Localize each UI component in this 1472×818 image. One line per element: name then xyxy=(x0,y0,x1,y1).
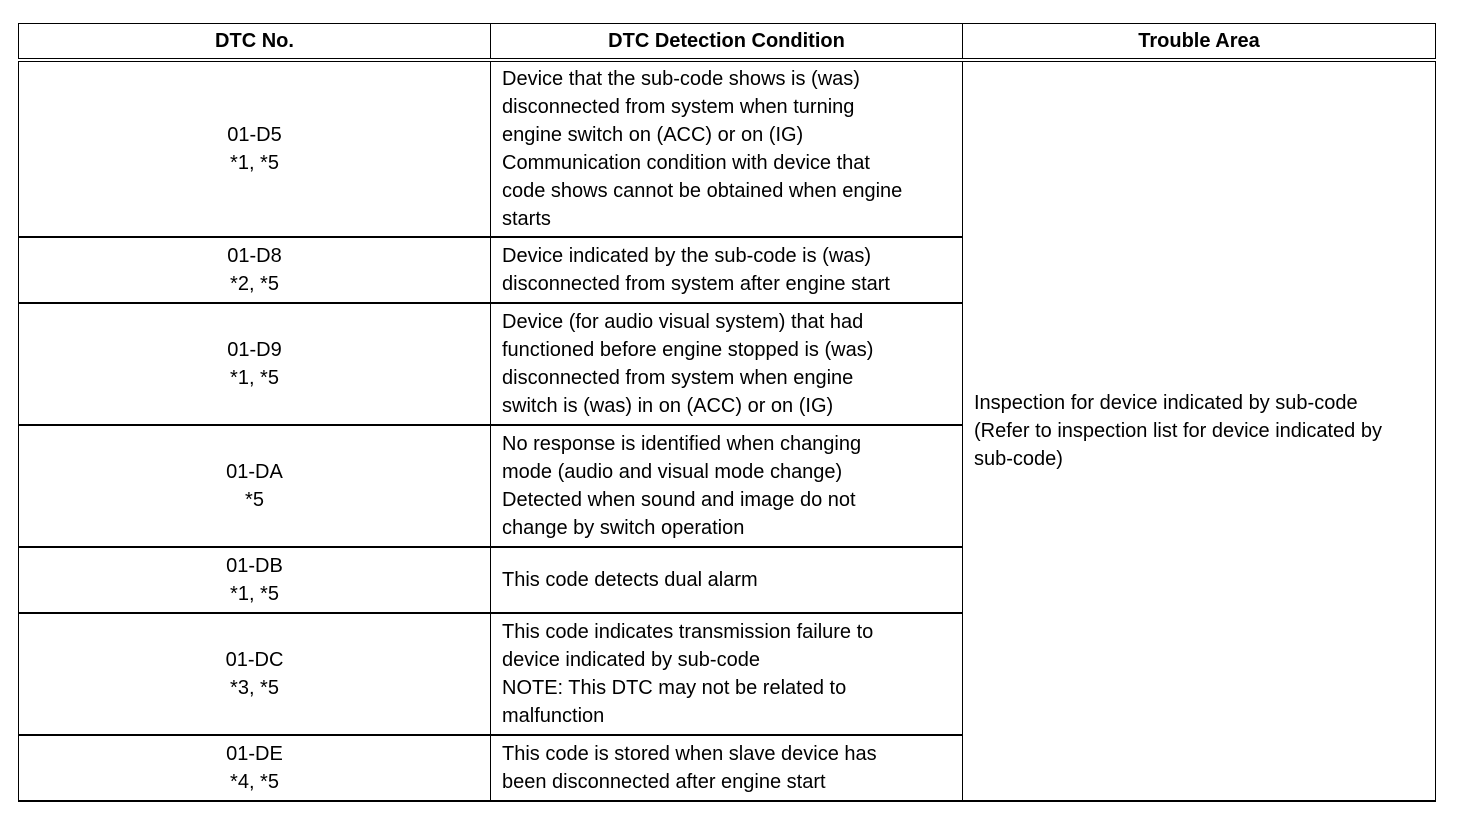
detection-condition-line: This code detects dual alarm xyxy=(502,569,758,591)
dtc-code: 01-DA xyxy=(226,461,283,483)
header-trouble-area: Trouble Area xyxy=(963,24,1436,61)
detection-condition-line: starts xyxy=(502,208,551,230)
detection-condition-line: This code is stored when slave device has xyxy=(502,743,877,765)
dtc-notes: *1, *5 xyxy=(230,583,279,605)
dtc-code-cell xyxy=(19,237,491,303)
dtc-code: 01-D9 xyxy=(227,339,282,361)
dtc-notes: *3, *5 xyxy=(230,677,279,699)
dtc-notes: *1, *5 xyxy=(230,152,279,174)
table-row xyxy=(19,60,1436,237)
detection-condition-cell xyxy=(491,613,963,735)
detection-condition-line: NOTE: This DTC may not be related to xyxy=(502,677,847,699)
trouble-area-line: sub-code) xyxy=(974,448,1063,470)
detection-condition-line: been disconnected after engine start xyxy=(502,771,826,793)
detection-condition-line: Device (for audio visual system) that had xyxy=(502,311,864,333)
detection-condition-cell xyxy=(491,547,963,613)
detection-condition-cell xyxy=(491,303,963,425)
detection-condition-line: disconnected from system when engine xyxy=(502,367,854,389)
dtc-notes: *2, *5 xyxy=(230,273,279,295)
detection-condition-line: device indicated by sub-code xyxy=(502,649,760,671)
dtc-code: 01-D5 xyxy=(227,124,282,146)
dtc-code-cell xyxy=(19,547,491,613)
dtc-code-cell xyxy=(19,735,491,801)
detection-condition-line: engine switch on (ACC) or on (IG) xyxy=(502,124,804,146)
dtc-code: 01-DB xyxy=(226,555,283,577)
dtc-code: 01-D8 xyxy=(227,245,282,267)
detection-condition-line: disconnected from system after engine start xyxy=(502,273,890,295)
dtc-code: 01-DC xyxy=(225,649,284,671)
detection-condition-cell xyxy=(491,735,963,801)
detection-condition-line: Detected when sound and image do not xyxy=(502,489,856,511)
dtc-code-cell xyxy=(19,60,491,237)
detection-condition-line: malfunction xyxy=(502,705,605,727)
detection-condition-line: switch is (was) in on (ACC) or on (IG) xyxy=(502,395,834,417)
detection-condition-line: No response is identified when changing xyxy=(502,433,862,455)
header-dtc-no: DTC No. xyxy=(19,24,491,61)
dtc-notes: *1, *5 xyxy=(230,367,279,389)
detection-condition-line: disconnected from system when turning xyxy=(502,96,855,118)
detection-condition-line: Device that the sub-code shows is (was) xyxy=(502,68,860,90)
dtc-code: 01-DE xyxy=(226,743,283,765)
detection-condition-line: Communication condition with device that xyxy=(502,152,870,174)
header-detection-condition: DTC Detection Condition xyxy=(491,24,963,61)
header-row xyxy=(19,24,1436,61)
detection-condition-line: This code indicates transmission failure to xyxy=(502,621,874,643)
detection-condition-line: change by switch operation xyxy=(502,517,745,539)
dtc-code-cell xyxy=(19,613,491,735)
detection-condition-cell xyxy=(491,237,963,303)
dtc-notes: *4, *5 xyxy=(230,771,279,793)
detection-condition-cell xyxy=(491,425,963,547)
detection-condition-line: Device indicated by the sub-code is (was) xyxy=(502,245,872,267)
detection-condition-line: functioned before engine stopped is (was) xyxy=(502,339,874,361)
detection-condition-cell xyxy=(491,60,963,237)
trouble-area-line: (Refer to inspection list for device indicated by xyxy=(974,420,1382,442)
detection-condition-line: mode (audio and visual mode change) xyxy=(502,461,843,483)
dtc-code-cell xyxy=(19,425,491,547)
trouble-area-cell xyxy=(963,60,1436,801)
trouble-area-line: Inspection for device indicated by sub-code xyxy=(974,392,1358,414)
dtc-notes: *5 xyxy=(245,489,264,511)
dtc-code-cell xyxy=(19,303,491,425)
table-body xyxy=(19,60,1436,801)
dtc-table xyxy=(18,23,1436,802)
detection-condition-line: code shows cannot be obtained when engine xyxy=(502,180,903,202)
